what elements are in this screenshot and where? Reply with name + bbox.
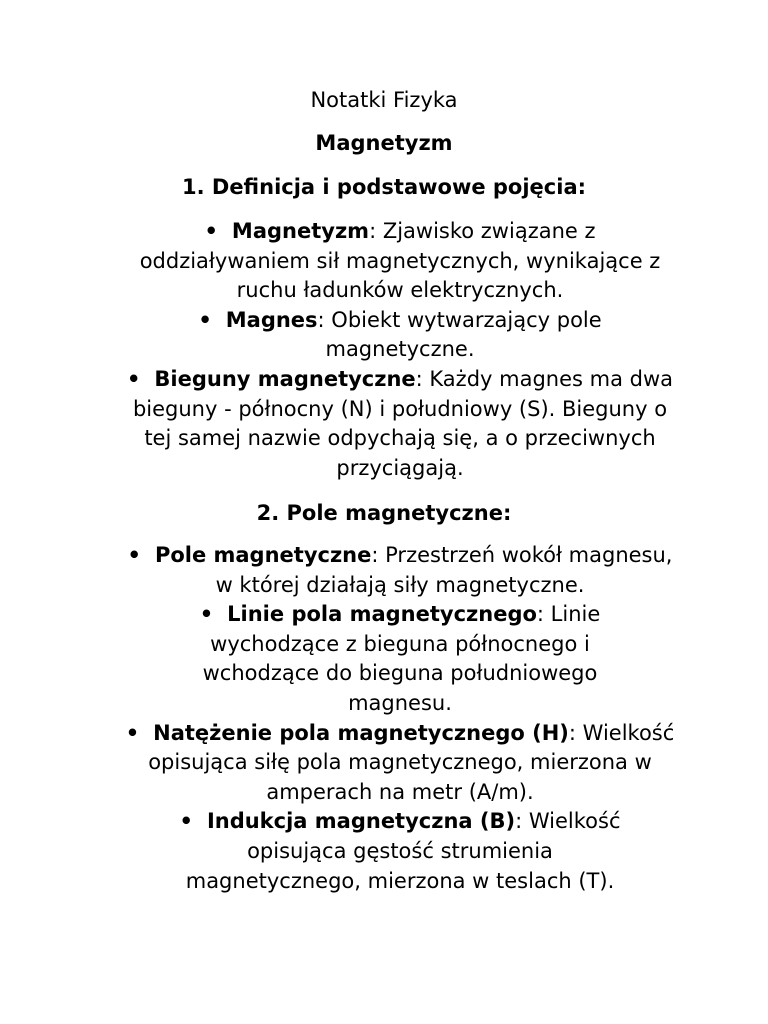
bullet-list [120,217,680,483]
subject-heading: Magnetyzm [315,131,453,155]
item-term: Natężenie pola magnetycznego (H) [153,720,569,745]
item-term: Pole magnetyczne [154,543,372,567]
bullet-icon: • [125,720,140,745]
bullet-icon: • [179,809,193,834]
item-term: Linie pola magnetycznego [227,602,537,627]
item-term: Indukcja magnetyczna (B) [206,809,516,834]
section-heading: 2. Pole magnetyczne: [256,501,512,525]
document-title: Notatki Fizyka [310,88,458,112]
item-term: Magnes [225,307,318,332]
item-term: Magnetyzm [231,219,370,243]
item-description: : Każdy magnes ma dwa bieguny - północny (N) i południowy (S). Bieguny o tej samej nazwie odpychają się, a o przeciwnych przyciągają. [132,366,674,480]
bullet-icon: • [126,366,141,391]
bullet-icon: • [127,543,141,567]
list-item [120,541,680,600]
item-description: : Obiekt wytwarzający pole magnetyczne. [317,307,602,362]
item-description: : Linie wychodzące z bieguna północnego i wchodzące do bieguna południowego magnesu. [202,602,601,715]
list-item [120,719,680,808]
list-item [120,365,680,483]
list-item [120,217,680,306]
list-item [120,807,680,896]
bullet-list [120,541,680,896]
list-item [120,306,680,365]
bullet-icon: • [199,602,214,627]
list-item [120,600,680,718]
item-description: : Przestrzeń wokół magnesu, w której działają siły magnetyczne. [215,543,673,597]
item-term: Bieguny magnetyczne [154,366,416,391]
item-description: : Wielkość opisująca siłę pola magnetycznego, mierzona w amperach na metr (A/m). [148,720,675,804]
item-description: : Wielkość opisująca gęstość strumienia magnetycznego, mierzona w teslach (T). [185,809,621,893]
item-description: : Zjawisko związane z oddziaływaniem sił magnetycznych, wynikające z ruchu ładunków elektrycznych. [139,219,661,303]
bullet-icon: • [198,307,212,332]
section-heading: 1. Definicja i podstawowe pojęcia: [181,175,587,199]
bullet-icon: • [204,219,218,243]
